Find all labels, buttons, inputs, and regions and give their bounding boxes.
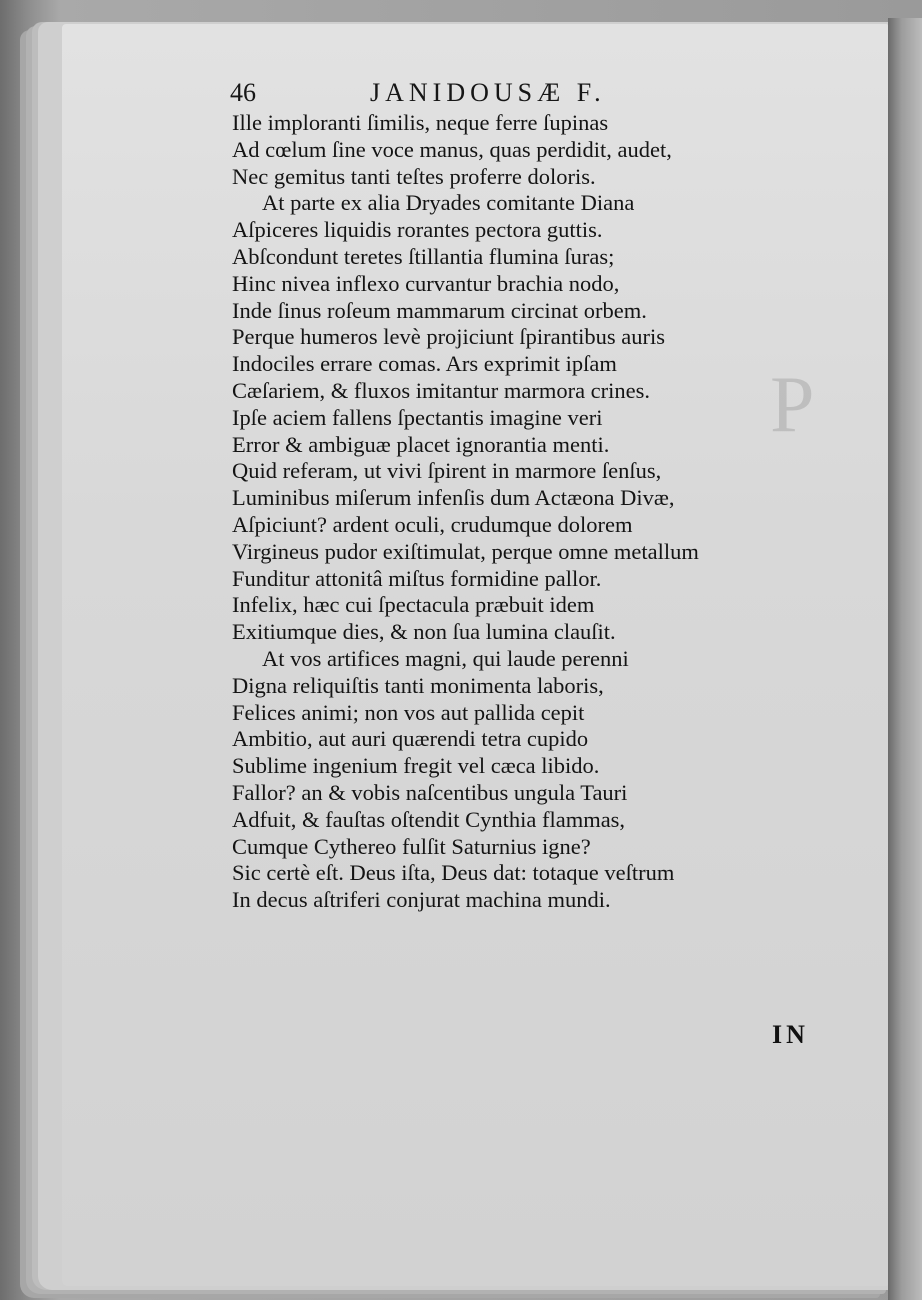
verse-line: Luminibus miſerum infenſis dum Actæona Divæ, xyxy=(232,485,675,511)
verse-line: Exitiumque dies, & non ſua lumina clauſit. xyxy=(232,619,616,645)
page-number: 46 xyxy=(230,78,256,107)
verse-line: At vos artifices magni, qui laude perenni xyxy=(262,645,629,671)
verse-line: Cumque Cythereo fulſit Saturnius igne? xyxy=(232,833,591,859)
verse-line: Funditur attonitâ miſtus formidine pallor. xyxy=(232,565,602,591)
verse-line: Cæſariem, & fluxos imitantur marmora crines. xyxy=(232,377,651,403)
verse-line: Sic certè eſt. Deus iſta, Deus dat: totaque veſtrum xyxy=(232,860,675,886)
verse-line: Digna reliquiſtis tanti monimenta laboris, xyxy=(232,672,604,698)
verse-line: Felices animi; non vos aut pallida cepit xyxy=(232,699,585,725)
page-header xyxy=(230,78,690,112)
verse-line: Virgineus pudor exiſtimulat, perque omne metallum xyxy=(232,538,699,564)
verse-line: Hinc nivea inflexo curvantur brachia nodo, xyxy=(232,270,620,296)
running-title: JANIDOUSÆ F. xyxy=(370,78,606,107)
verse-line: Aſpiciunt? ardent oculi, crudumque dolorem xyxy=(232,511,633,537)
verse-line: Nec gemitus tanti teſtes proferre doloris. xyxy=(232,163,596,189)
verse-line: Quid referam, ut vivi ſpirent in marmore ſenſus, xyxy=(232,458,662,484)
verse-line: Perque humeros levè projiciunt ſpirantibus auris xyxy=(232,324,666,350)
verse-line: Aſpiceres liquidis rorantes pectora guttis. xyxy=(232,217,603,243)
verse-line: Error & ambiguæ placet ignorantia menti. xyxy=(232,431,610,457)
verse-line: Sublime ingenium fregit vel cæca libido. xyxy=(232,753,600,779)
verse-line: Indociles errare comas. Ars exprimit ipſam xyxy=(232,351,617,377)
catchword: IN xyxy=(772,1020,809,1049)
verse-line: Abſcondunt teretes ſtillantia flumina ſuras; xyxy=(232,243,615,269)
verse-line: Infelix, hæc cui ſpectacula præbuit idem xyxy=(232,592,595,618)
verse-line: At parte ex alia Dryades comitante Diana xyxy=(262,190,635,216)
verse-line: Ad cœlum ſine voce manus, quas perdidit, audet, xyxy=(232,136,672,162)
verse-line: Ipſe aciem fallens ſpectantis imagine veri xyxy=(232,404,603,430)
verse-text-block xyxy=(232,110,832,914)
verse-line: Ille imploranti ſimilis, neque ferre ſupinas xyxy=(232,110,609,135)
verse-line: In decus aſtriferi conjurat machina mundi. xyxy=(232,887,611,913)
verse-line: Adfuit, & fauſtas oſtendit Cynthia flammas, xyxy=(232,806,626,832)
verse-line: Ambitio, aut auri quærendi tetra cupido xyxy=(232,726,589,752)
verse-line: Fallor? an & vobis naſcentibus ungula Tauri xyxy=(232,779,628,805)
show-through-letter: P xyxy=(770,361,815,449)
verse-line: Inde ſinus roſeum mammarum circinat orbem. xyxy=(232,297,647,323)
facing-page-edge xyxy=(888,18,922,1300)
